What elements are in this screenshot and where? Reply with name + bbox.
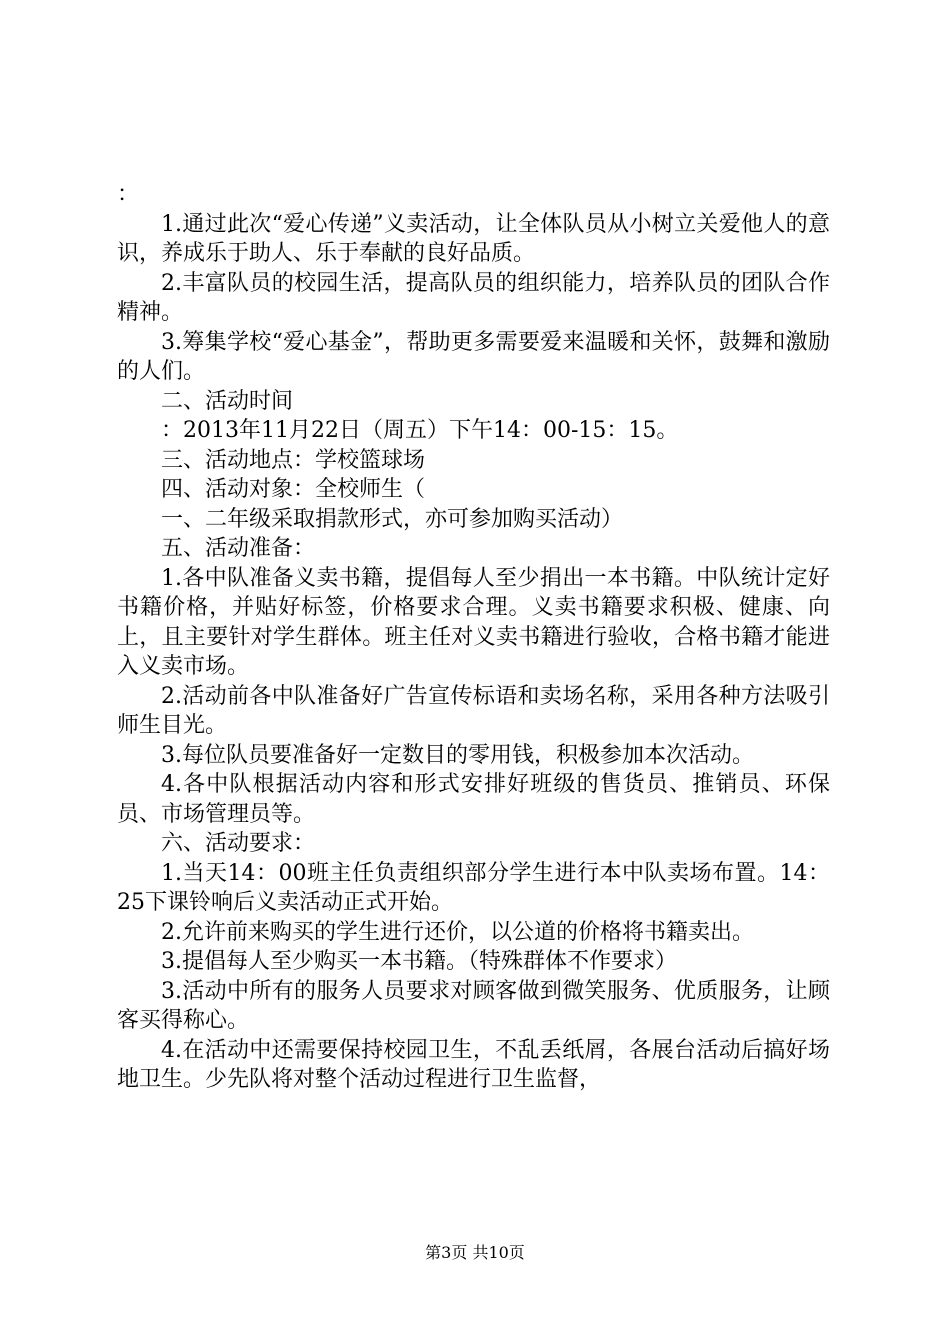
paragraph: 1.通过此次“爱心传递”义卖活动，让全体队员从小树立关爱他人的意识，养成乐于助人、乐于奉献的良好品质。	[117, 211, 830, 266]
paragraph: ：2013年11月22日（周五）下午14：00-15：15。	[161, 418, 679, 443]
paragraph: 3.活动中所有的服务人员要求对顾客做到微笑服务、优质服务，让顾客买得称心。	[117, 978, 830, 1033]
section-heading: 六、活动要求：	[161, 831, 316, 856]
section-heading: 四、活动对象：全校师生（	[161, 477, 426, 502]
paragraph: 1.各中队准备义卖书籍，提倡每人至少捐出一本书籍。中队统计定好书籍价格，并贴好标签，价格要求合理。义卖书籍要求积极、健康、向上，且主要针对学生群体。班主任对义卖书籍进行验收，合格书籍才能进入义卖市场。	[117, 565, 830, 679]
section-heading: 二、活动时间	[161, 388, 294, 414]
paragraph: 3.筹集学校“爱心基金”，帮助更多需要爱来温暖和关怀，鼓舞和激励的人们。	[117, 329, 830, 384]
paragraph: ：	[117, 182, 140, 207]
paragraph: 4.各中队根据活动内容和形式安排好班级的售货员、推销员、环保员、市场管理员等。	[117, 772, 830, 827]
page-footer: 第3页 共10页	[425, 1243, 525, 1262]
paragraph: 2.活动前各中队准备好广告宣传标语和卖场名称，采用各种方法吸引师生目光。	[117, 683, 830, 738]
document-body	[117, 180, 830, 1095]
paragraph: 3.每位队员要准备好一定数目的零用钱，积极参加本次活动。	[161, 742, 754, 768]
paragraph: 一、二年级采取捐款形式，亦可参加购买活动）	[161, 506, 624, 532]
section-heading: 三、活动地点：学校篮球场	[161, 447, 426, 473]
paragraph: 1.当天14：00班主任负责组织部分学生进行本中队卖场布置。14：25下课铃响后义卖活动正式开始。	[117, 860, 830, 915]
paragraph: 4.在活动中还需要保持校园卫生，不乱丢纸屑，各展台活动后搞好场地卫生。少先队将对整个活动过程进行卫生监督，	[117, 1037, 830, 1092]
paragraph: 2.允许前来购买的学生进行还价，以公道的价格将书籍卖出。	[161, 919, 754, 945]
paragraph: 2.丰富队员的校园生活，提高队员的组织能力，培养队员的团队合作精神。	[117, 270, 830, 325]
section-heading: 五、活动准备：	[161, 536, 316, 561]
paragraph: 3.提倡每人至少购买一本书籍。（特殊群体不作要求）	[161, 949, 677, 974]
